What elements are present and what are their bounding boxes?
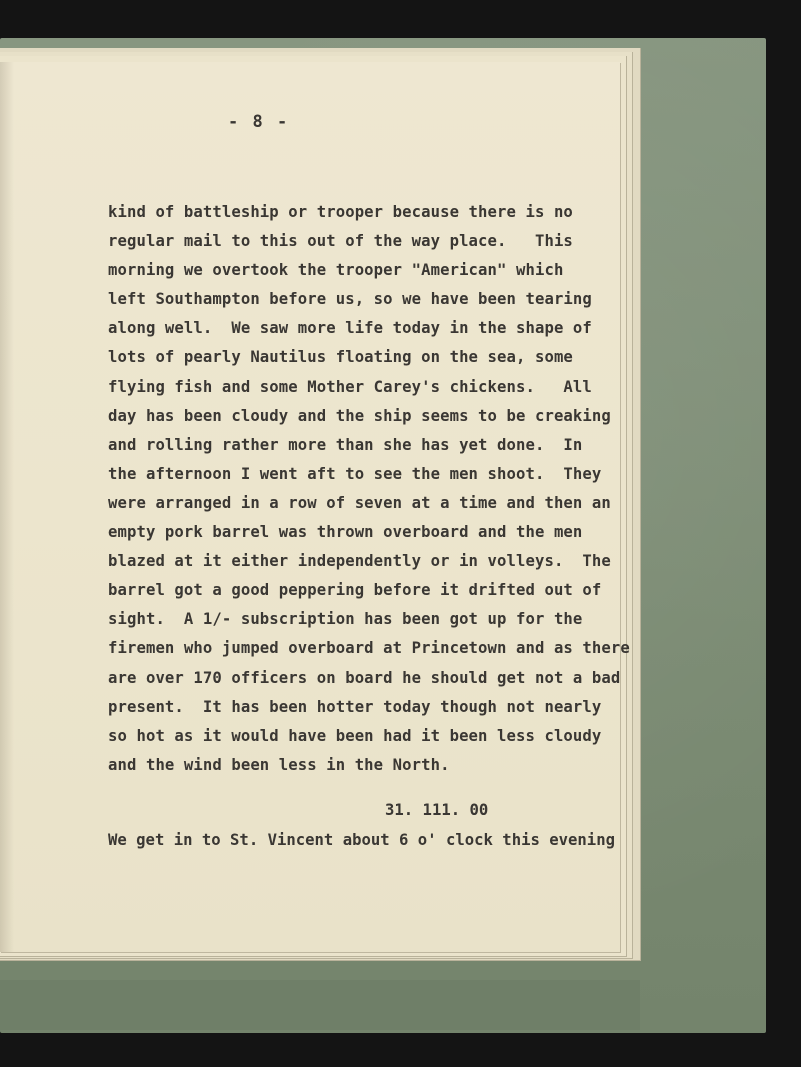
text-line: morning we overtook the trooper "American" which xyxy=(108,261,564,280)
text-line: kind of battleship or trooper because there is no xyxy=(108,203,573,221)
text-line: along well. We saw more life today in the shape of xyxy=(108,319,592,338)
folder-lower-flap xyxy=(0,980,640,1030)
text-line: left Southampton before us, so we have been tearing xyxy=(108,290,592,309)
text-line: blazed at it either independently or in volleys. The xyxy=(108,552,611,571)
diary-text-body xyxy=(108,198,630,780)
text-line: regular mail to this out of the way place. This xyxy=(108,232,573,251)
text-line: are over 170 officers on board he should get not a bad xyxy=(108,668,621,687)
text-line: so hot as it would have been had it been less cloudy xyxy=(108,726,602,745)
text-line: and rolling rather more than she has yet done. In xyxy=(108,435,583,454)
text-line: sight. A 1/- subscription has been got up for the xyxy=(108,610,583,629)
text-line: day has been cloudy and the ship seems to be creaking xyxy=(108,406,611,425)
text-line: firemen who jumped overboard at Princetown and as there xyxy=(108,639,630,658)
text-line: empty pork barrel was thrown overboard and the men xyxy=(108,523,583,542)
text-line: present. It has been hotter today though not nearly xyxy=(108,697,602,716)
text-line: and the wind been less in the North. xyxy=(108,755,450,774)
text-line-final: We get in to St. Vincent about 6 o' clock this evening xyxy=(108,831,615,849)
page-binding-shadow xyxy=(0,62,14,952)
date-heading: 31. 111. 00 xyxy=(385,801,489,819)
text-line: barrel got a good peppering before it drifted out of xyxy=(108,581,602,600)
text-line: lots of pearly Nautilus floating on the sea, some xyxy=(108,348,573,367)
text-line: were arranged in a row of seven at a time and then an xyxy=(108,493,611,512)
page-number: - 8 - xyxy=(228,112,290,132)
text-line: the afternoon I went aft to see the men shoot. They xyxy=(108,464,602,483)
text-line: flying fish and some Mother Carey's chickens. All xyxy=(108,377,592,396)
